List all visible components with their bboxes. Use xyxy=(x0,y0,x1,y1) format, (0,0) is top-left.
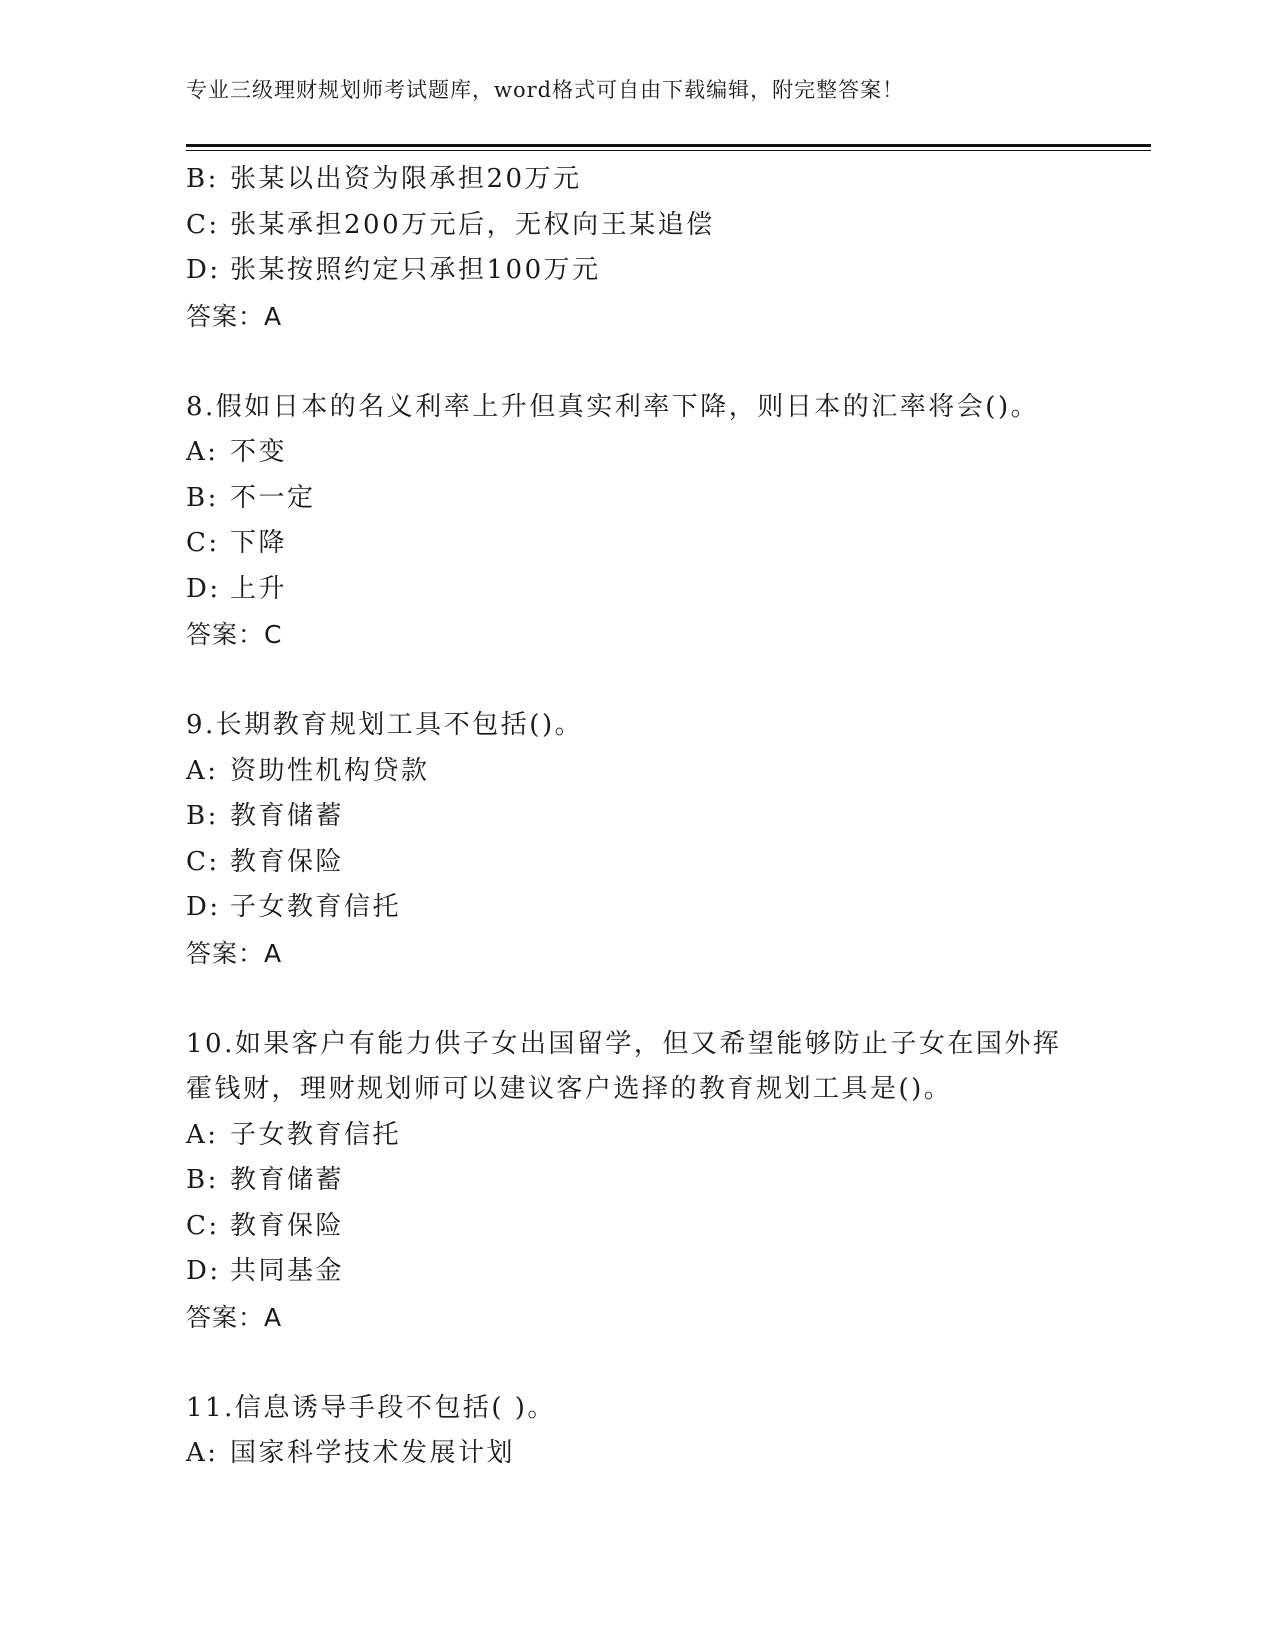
option-text: 共同基金 xyxy=(230,1256,345,1286)
option-d xyxy=(186,1249,1146,1295)
option-text: 国家科学技术发展计划 xyxy=(230,1438,516,1468)
option-b xyxy=(186,476,1146,522)
option-key: B: xyxy=(186,164,219,194)
option-text: 上升 xyxy=(230,573,288,604)
question-stem: 9.长期教育规划工具不包括()。 xyxy=(186,710,584,740)
option-c xyxy=(186,1204,1146,1250)
question-10 xyxy=(186,1022,1146,1341)
option-d xyxy=(186,885,1146,931)
option-key: C: xyxy=(186,209,220,240)
option-a xyxy=(186,430,1146,476)
option-text: 教育储蓄 xyxy=(230,801,345,831)
option-text: 张某按照约定只承担100万元 xyxy=(230,255,601,285)
option-text: 不一定 xyxy=(230,482,316,513)
option-text: 教育储蓄 xyxy=(230,1165,345,1195)
option-a xyxy=(186,1113,1146,1159)
option-b xyxy=(186,157,1146,203)
answer-line: 答案：A xyxy=(186,938,283,968)
option-key: A: xyxy=(186,1438,219,1468)
option-key: D: xyxy=(186,892,221,922)
option-c xyxy=(186,203,1146,249)
option-key: B: xyxy=(186,1165,219,1195)
option-key: C: xyxy=(186,846,220,877)
option-key: D: xyxy=(186,573,221,604)
answer-line: 答案：A xyxy=(186,1302,283,1332)
option-b xyxy=(186,794,1146,840)
option-key: D: xyxy=(186,255,221,285)
question-8 xyxy=(186,385,1146,658)
answer-line: 答案：C xyxy=(186,620,283,649)
option-key: B: xyxy=(186,801,219,831)
option-text: 张某承担200万元后，无权向王某追偿 xyxy=(230,209,715,240)
option-b xyxy=(186,1158,1146,1204)
option-key: B: xyxy=(186,482,219,513)
option-c xyxy=(186,840,1146,886)
question-11 xyxy=(186,1386,1146,1477)
option-a xyxy=(186,1431,1146,1477)
question-9 xyxy=(186,703,1146,976)
spacer xyxy=(186,658,1146,704)
document-body xyxy=(186,157,1146,1477)
option-a xyxy=(186,749,1146,795)
option-key: A: xyxy=(186,1119,219,1150)
option-key: C: xyxy=(186,528,220,558)
option-text: 教育保险 xyxy=(230,846,345,877)
option-key: A: xyxy=(186,437,219,467)
option-text: 不变 xyxy=(230,437,288,467)
option-text: 下降 xyxy=(230,528,288,558)
option-key: C: xyxy=(186,1210,220,1241)
question-stem: 11.信息诱导手段不包括( )。 xyxy=(186,1392,556,1423)
answer-line: 答案：A xyxy=(186,301,283,331)
spacer xyxy=(186,1340,1146,1386)
option-d xyxy=(186,567,1146,613)
question-stem: 8.假如日本的名义利率上升但真实利率下降，则日本的汇率将会()。 xyxy=(186,391,1040,422)
header-rule-thin xyxy=(186,150,1151,151)
option-key: A: xyxy=(186,755,219,786)
option-text: 资助性机构贷款 xyxy=(230,755,430,786)
option-text: 子女教育信托 xyxy=(230,892,402,922)
option-text: 张某以出资为限承担20万元 xyxy=(230,164,582,194)
question-stem: 10.如果客户有能力供子女出国留学，但又希望能够防止子女在国外挥霍钱财，理财规划师可以建议客户选择的教育规划工具是()。 xyxy=(186,1028,1062,1104)
page-header: 专业三级理财规划师考试题库，word格式可自由下载编辑，附完整答案！ xyxy=(186,78,905,102)
spacer xyxy=(186,339,1146,385)
option-key: D: xyxy=(186,1256,221,1286)
option-text: 子女教育信托 xyxy=(230,1119,402,1150)
question-7-continued xyxy=(186,157,1146,339)
option-c xyxy=(186,521,1146,567)
option-d xyxy=(186,248,1146,294)
header-rule-thick xyxy=(186,144,1151,147)
spacer xyxy=(186,976,1146,1022)
option-text: 教育保险 xyxy=(230,1210,345,1241)
